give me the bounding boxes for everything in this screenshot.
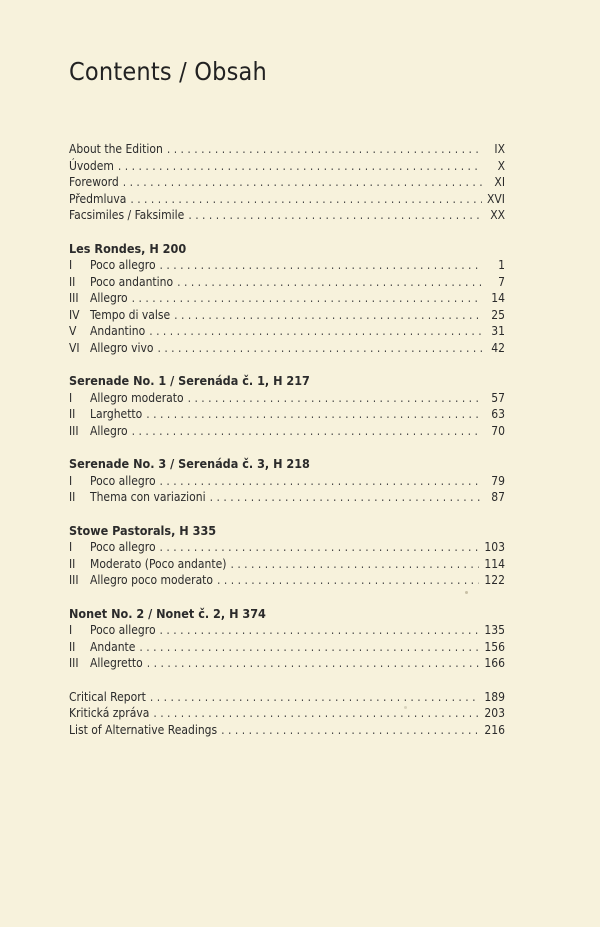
- movement-number: I: [69, 473, 73, 488]
- movement-number: I: [69, 623, 73, 637]
- movement-number: III: [69, 423, 79, 438]
- movement-entry: [69, 622, 505, 639]
- movement-entry: [69, 639, 505, 656]
- toc-entry: [69, 191, 505, 208]
- movement-page: 14: [491, 291, 505, 305]
- toc-entry-label: Critical Report: [69, 689, 146, 704]
- toc-entry: [69, 158, 505, 175]
- movement-label: Allegretto: [90, 656, 143, 670]
- toc-entry: [69, 689, 505, 706]
- movement-label: Poco allegro: [90, 258, 156, 272]
- movement-page: 135: [484, 623, 505, 637]
- movement-entry: [69, 572, 505, 589]
- page-title: Contents / Obsah: [69, 56, 267, 86]
- work-section: [69, 456, 505, 506]
- work-title: Serenade No. 3 / Serenáda č. 3, H 218: [69, 456, 310, 471]
- toc-entry-label: Předmluva: [69, 191, 127, 206]
- movement-page: 156: [484, 639, 505, 654]
- movement-label: Allegro vivo: [90, 340, 154, 355]
- toc-entry: [69, 141, 505, 158]
- toc-entry-label: List of Alternative Readings: [69, 722, 218, 737]
- paper-speck: [404, 706, 407, 709]
- toc-entry-page: XVI: [487, 191, 505, 206]
- movement-entry: [69, 323, 505, 340]
- movement-page: 7: [498, 274, 505, 289]
- work-section: [69, 241, 505, 357]
- movement-number: I: [69, 390, 73, 405]
- front-matter-list: [69, 141, 505, 224]
- movement-number: II: [69, 490, 76, 504]
- movement-page: 25: [491, 307, 505, 322]
- toc-entry-page: 203: [484, 706, 505, 720]
- toc-entry: [69, 722, 505, 739]
- movement-number: II: [69, 407, 76, 421]
- movement-label: Allegro: [90, 423, 128, 438]
- movement-page: 166: [484, 656, 505, 670]
- movement-label: Allegro poco moderato: [90, 573, 214, 587]
- paper-speck: [465, 591, 468, 594]
- work-title: Les Rondes, H 200: [69, 240, 187, 256]
- work-title: Nonet No. 2 / Nonet č. 2, H 374: [69, 605, 266, 621]
- movement-entry: [69, 489, 505, 506]
- movement-entry: [69, 390, 505, 407]
- toc-entry-page: XI: [494, 175, 505, 189]
- toc-entry: [69, 174, 505, 191]
- movement-label: Tempo di valse: [90, 307, 171, 322]
- movement-number: III: [69, 573, 79, 587]
- toc-entry-label: About the Edition: [69, 142, 163, 156]
- toc-entry: [69, 705, 505, 722]
- movement-entry: [69, 257, 505, 274]
- movement-label: Poco allegro: [90, 540, 156, 554]
- toc-entry-label: Úvodem: [69, 158, 114, 173]
- toc-entry-page: IX: [494, 142, 505, 156]
- movement-label: Poco allegro: [90, 473, 156, 488]
- movement-number: V: [69, 324, 77, 338]
- movement-entry: [69, 290, 505, 307]
- movement-number: I: [69, 258, 73, 272]
- movement-label: Andantino: [90, 324, 146, 338]
- toc-entry-page: 216: [484, 722, 505, 737]
- movement-entry: [69, 473, 505, 490]
- movement-entry: [69, 423, 505, 440]
- movement-number: II: [69, 639, 76, 654]
- movement-number: II: [69, 556, 76, 571]
- movement-number: I: [69, 540, 73, 554]
- toc-entry-page: 189: [484, 689, 505, 704]
- movement-label: Poco andantino: [90, 274, 174, 289]
- toc-entry: [69, 207, 505, 224]
- movement-entry: [69, 340, 505, 357]
- movement-page: 87: [491, 490, 505, 504]
- movement-entry: [69, 539, 505, 556]
- movement-number: III: [69, 656, 79, 670]
- toc-entry-label: Facsimiles / Faksimile: [69, 208, 185, 222]
- movement-page: 79: [491, 473, 505, 488]
- movement-number: III: [69, 291, 79, 305]
- toc-entry-label: Foreword: [69, 175, 119, 189]
- movement-label: Allegro: [90, 291, 128, 305]
- table-of-contents: [69, 141, 505, 738]
- work-title: Stowe Pastorals, H 335: [69, 522, 217, 538]
- movement-number: II: [69, 274, 76, 289]
- movement-entry: [69, 406, 505, 423]
- movement-label: Larghetto: [90, 407, 143, 421]
- movement-number: VI: [69, 340, 80, 355]
- movement-page: 31: [491, 324, 505, 338]
- movement-page: 57: [491, 390, 505, 405]
- movement-page: 103: [484, 540, 505, 554]
- work-section: [69, 373, 505, 439]
- movement-page: 63: [491, 407, 505, 421]
- back-matter-list: [69, 689, 505, 739]
- movement-entry: [69, 307, 505, 324]
- movement-entry: [69, 655, 505, 672]
- work-section: [69, 523, 505, 589]
- movement-label: Allegro moderato: [90, 390, 184, 405]
- movement-page: 114: [484, 556, 505, 571]
- movement-label: Poco allegro: [90, 623, 156, 637]
- movement-label: Moderato (Poco andante): [90, 556, 227, 571]
- movement-number: IV: [69, 307, 80, 322]
- toc-entry-label: Kritická zpráva: [69, 706, 150, 720]
- movement-label: Andante: [90, 639, 136, 654]
- movement-page: 122: [484, 573, 505, 587]
- movement-page: 42: [491, 340, 505, 355]
- work-section: [69, 606, 505, 672]
- movement-page: 1: [498, 258, 505, 272]
- movement-entry: [69, 556, 505, 573]
- work-title: Serenade No. 1 / Serenáda č. 1, H 217: [69, 373, 310, 388]
- movement-label: Thema con variazioni: [90, 490, 206, 504]
- movement-entry: [69, 274, 505, 291]
- toc-entry-page: XX: [490, 208, 505, 222]
- toc-entry-page: X: [497, 158, 505, 173]
- movement-page: 70: [491, 423, 505, 438]
